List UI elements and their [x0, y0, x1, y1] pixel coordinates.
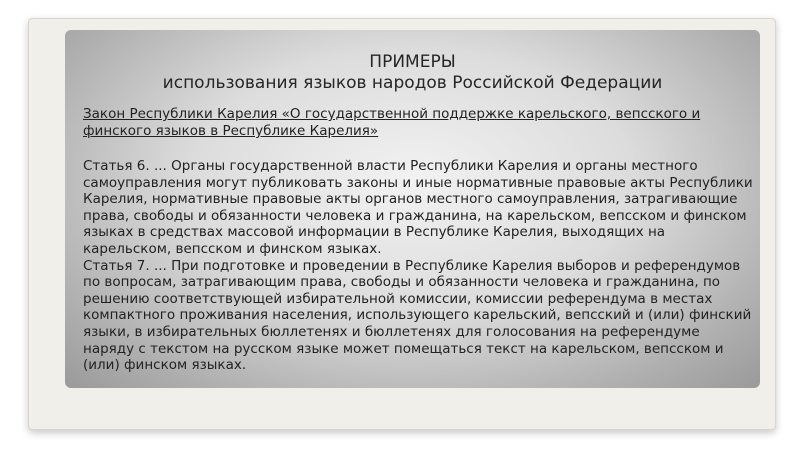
slide-frame [28, 18, 776, 430]
body-text [83, 158, 753, 374]
article-6-text: Статья 6. ... Органы государственной власти Республики Карелия и органы местного самоуправления могут публиковать законы и иные нормативные правовые акты Республики Карелия, нормативные правовые акты органов местного самоуправления, затрагивающие права, свободы и обязанности человека и гражданина, на карельском, вепсском и финском языках в средствах массовой информации в Республике Карелия, выходящих на карельском, вепсском и финском языках. [83, 158, 753, 257]
title-line-1: ПРИМЕРЫ [369, 52, 456, 72]
slide-title [65, 52, 760, 94]
law-title-link[interactable]: Закон Республики Карелия «О государственной поддержке карельского, вепсского и финского языков в Республике Карелия» [83, 106, 701, 139]
article-7-text: Статья 7. ... При подготовке и проведении в Республике Карелия выборов и референдумов по вопросам, затрагивающим права, свободы и обязанности человека и гражданина, по решению соответствующей избирательной комиссии, комиссии референдума в местах компактного проживания населения, использующего карельский, вепсский и (или) финский языки, в избирательных бюллетенях и бюллетенях для голосования на референдуме наряду с текстом на русском языке может помещаться текст на карельском, вепсском и (или) финском языках. [83, 257, 752, 374]
content-panel [65, 30, 760, 388]
title-line-2: использования языков народов Российской Федерации [162, 73, 663, 93]
